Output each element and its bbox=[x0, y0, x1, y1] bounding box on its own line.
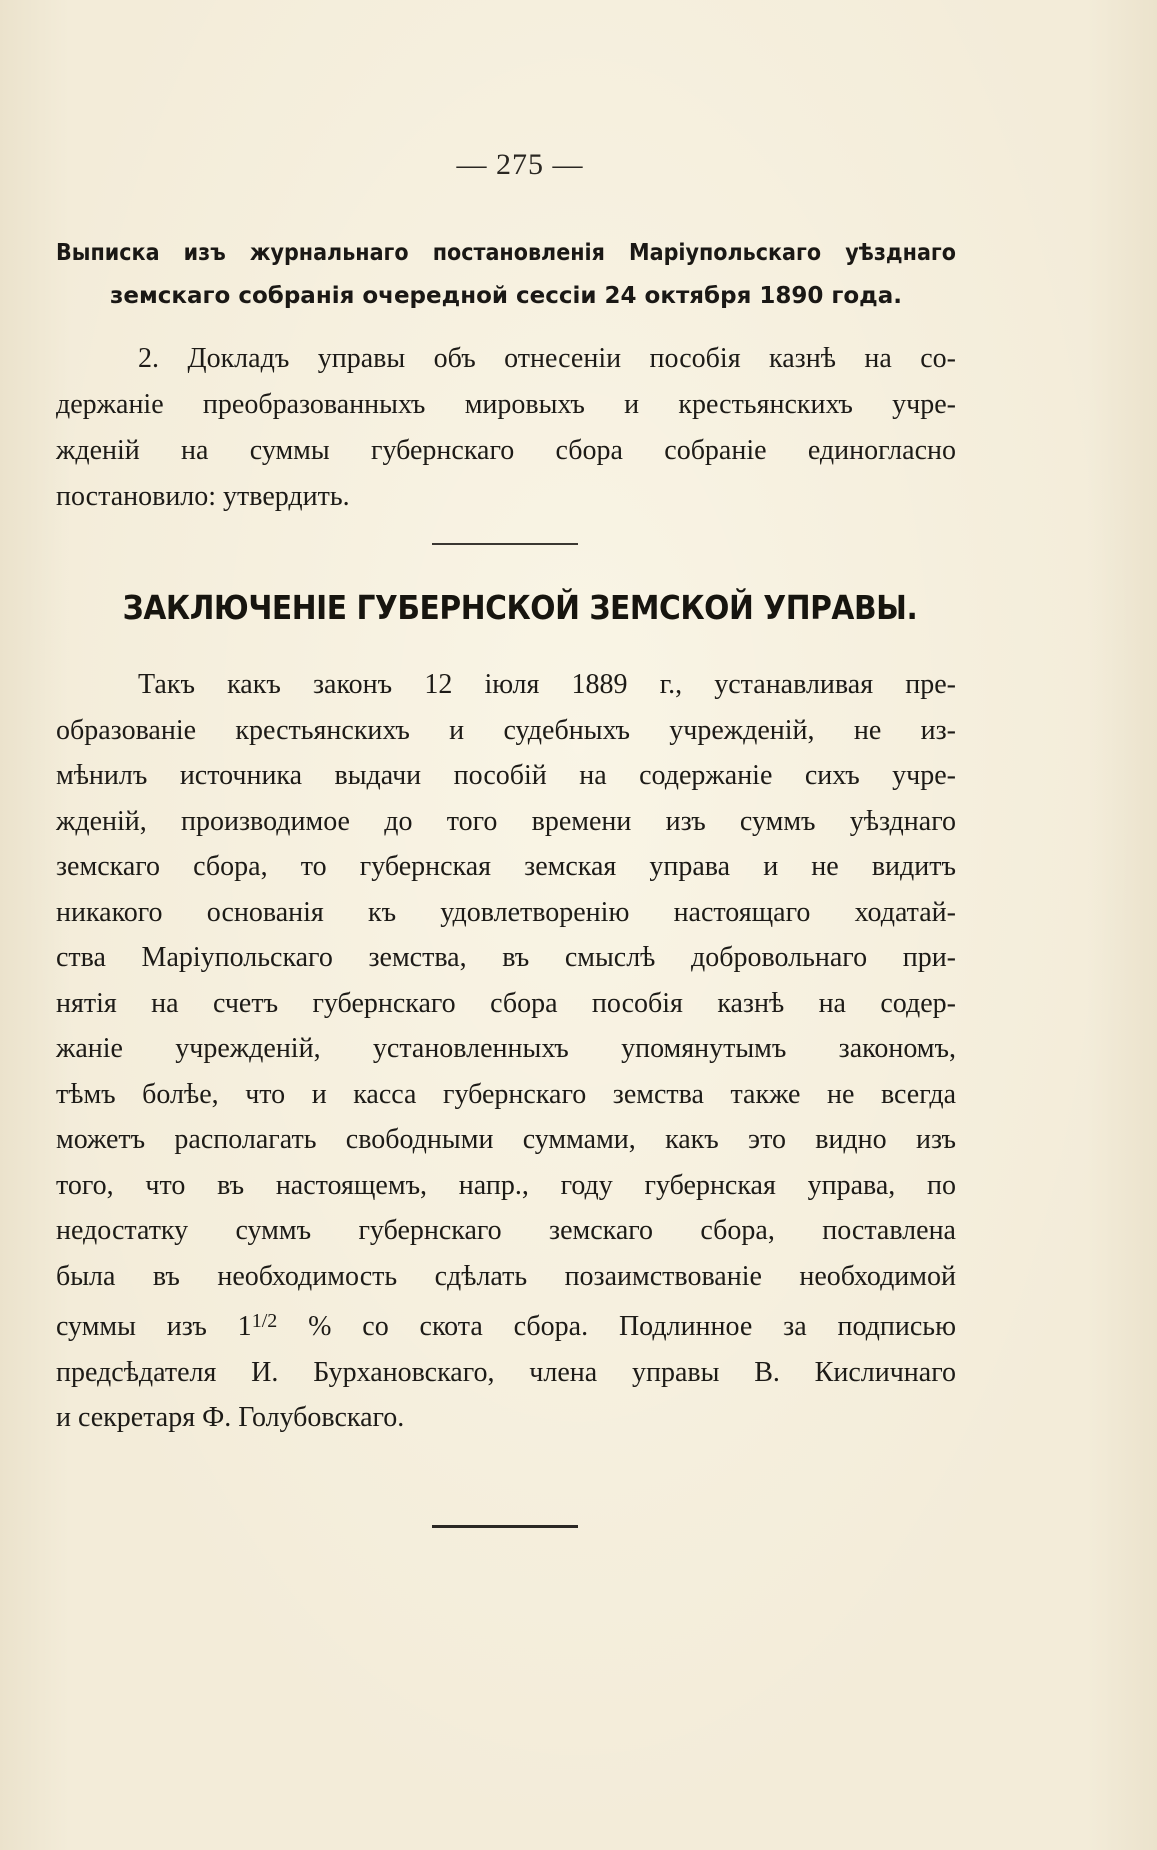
text-line: мѣнилъ источника выдачи пособій на содержаніе сихъ учре- bbox=[56, 760, 956, 791]
text-line: того, что въ настоящемъ, напр., году губернская управа, по bbox=[56, 1169, 956, 1201]
extract-heading bbox=[56, 232, 956, 318]
section-divider bbox=[432, 543, 578, 545]
text-line: нятія на счетъ губернскаго сбора пособія казнѣ на содер- bbox=[56, 987, 956, 1019]
text-line: держаніе преобразованныхъ мировыхъ и крестьянскихъ учре- bbox=[56, 389, 956, 420]
page-number: — 275 — bbox=[456, 148, 584, 181]
paragraph-resolution bbox=[56, 336, 956, 520]
text-line: была въ необходимость сдѣлать позаимствованіе необходимой bbox=[56, 1260, 956, 1292]
text-line: и секретаря Ф. Голубовскаго. bbox=[56, 1402, 405, 1433]
text-line: никакого основанія къ удовлетворенію настоящаго ходатай- bbox=[56, 896, 956, 928]
text-line: 2. Докладъ управы объ отнесеніи пособія казнѣ на со- bbox=[138, 343, 956, 374]
text-line: жденій, производимое до того времени изъ суммъ уѣзднаго bbox=[56, 805, 956, 837]
heading-word: постановленія bbox=[432, 240, 605, 266]
heading-word: изъ bbox=[183, 240, 226, 266]
text-line: предсѣдателя И. Бурхановскаго, члена управы В. Кисличнаго bbox=[56, 1356, 956, 1388]
fraction-value: 1/2 bbox=[251, 1310, 278, 1332]
text-line: ства Маріупольскаго земства, въ смыслѣ добровольнаго при- bbox=[56, 942, 956, 973]
section-title: ЗАКЛЮЧЕНІЕ ГУБЕРНСКОЙ ЗЕМСКОЙ УПРАВЫ. bbox=[122, 588, 918, 627]
heading-word: Выписка bbox=[56, 240, 160, 266]
heading-line-1 bbox=[56, 232, 956, 275]
text-line: жденій на суммы губернскаго сбора собраніе единогласно bbox=[56, 435, 956, 466]
text-line-fraction bbox=[56, 1299, 956, 1350]
paragraph-conclusion bbox=[56, 662, 956, 1441]
heading-word: Маріупольскаго bbox=[629, 240, 822, 266]
heading-word: уѣзднаго bbox=[845, 240, 956, 266]
end-divider bbox=[432, 1525, 578, 1528]
heading-word: журнальнаго bbox=[249, 240, 409, 266]
text-line: недостатку суммъ губернскаго земскаго сбора, поставлена bbox=[56, 1215, 956, 1246]
text-line: постановило: утвердить. bbox=[56, 481, 350, 512]
fraction-before: суммы изъ 1 bbox=[56, 1311, 252, 1342]
text-line: Такъ какъ законъ 12 іюля 1889 г., устанавливая пре- bbox=[138, 669, 956, 700]
text-line: образованіе крестьянскихъ и судебныхъ учрежденій, не из- bbox=[56, 714, 956, 746]
text-line: тѣмъ болѣе, что и касса губернскаго земства также не всегда bbox=[56, 1078, 956, 1110]
text-line: земскаго сбора, то губернская земская управа и не видитъ bbox=[56, 851, 956, 882]
fraction-after: % со скота сбора. Подлинное за подписью bbox=[277, 1311, 956, 1342]
text-line: можетъ располагать свободными суммами, какъ это видно изъ bbox=[56, 1124, 956, 1155]
heading-line-2: земскаго собранія очередной сессіи 24 октября 1890 года. bbox=[109, 283, 903, 309]
text-line: жаніе учрежденій, установленныхъ упомянутымъ закономъ, bbox=[56, 1033, 956, 1064]
